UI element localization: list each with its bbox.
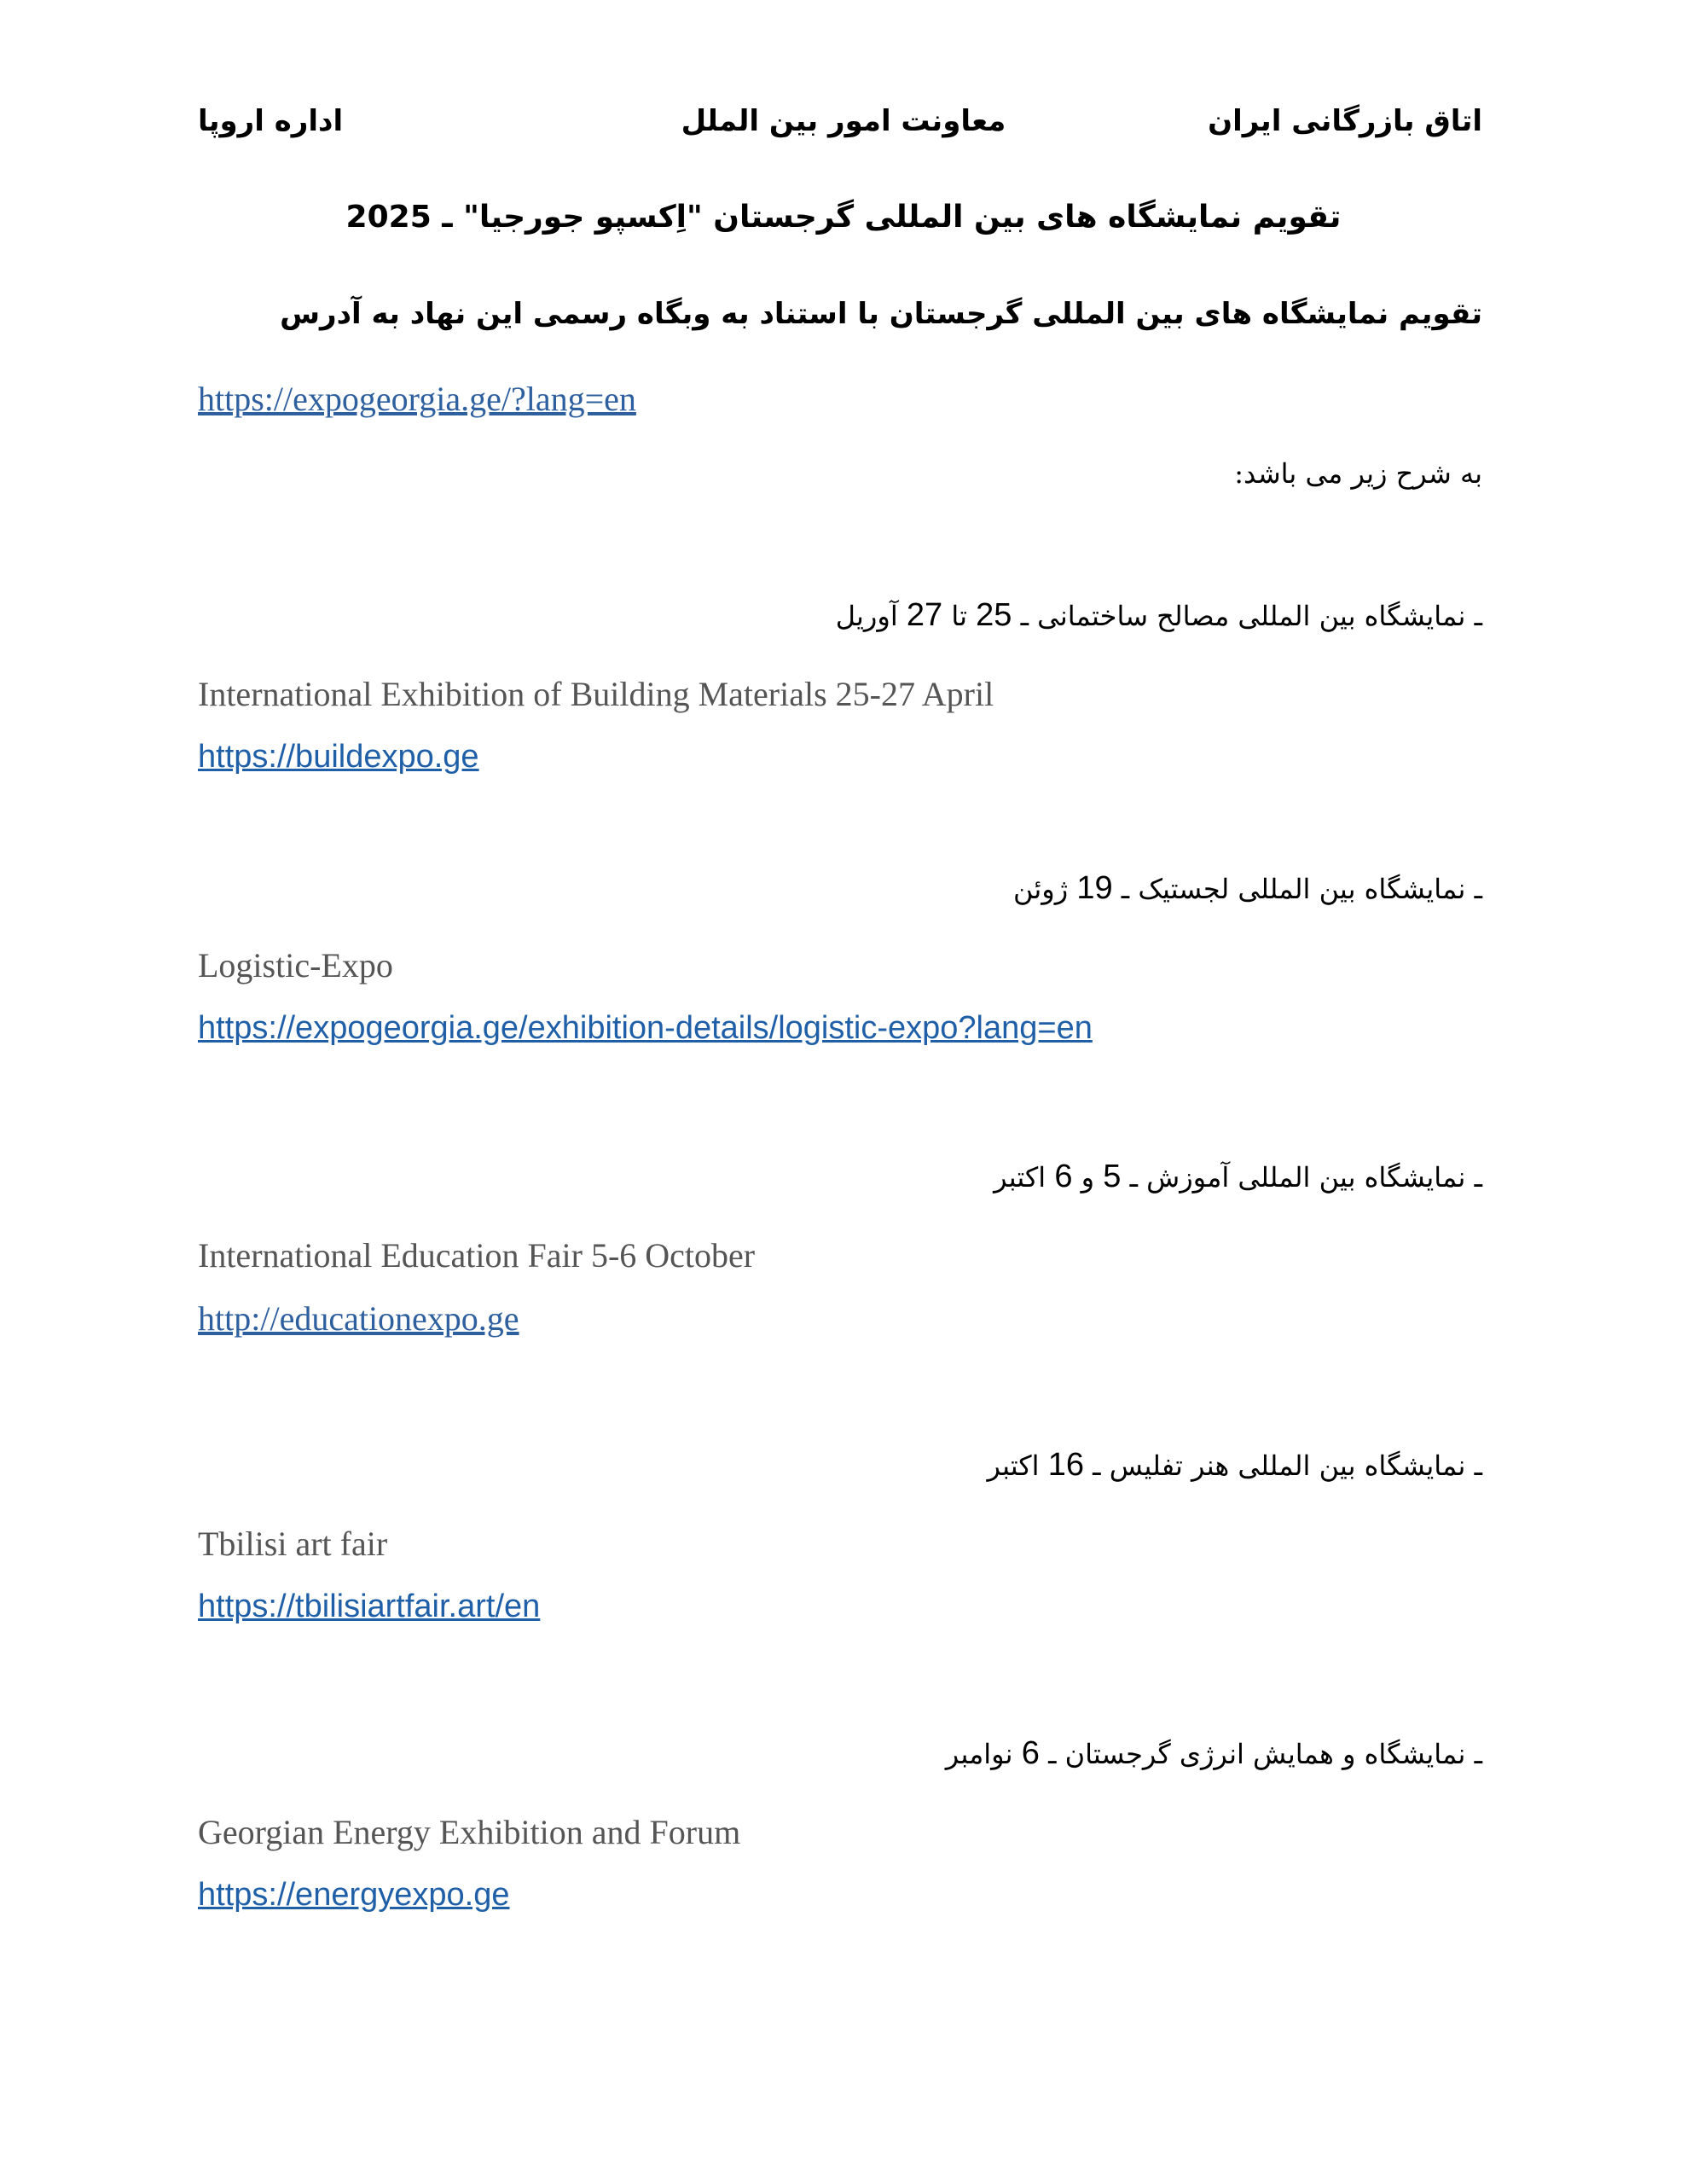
header-org-center: معاونت امور بین الملل <box>681 104 1006 138</box>
document-subtitle: تقویم نمایشگاه های بین المللی گرجستان با استناد به وبگاه رسمی این نهاد به آدرس <box>280 297 1482 331</box>
item-english-title: Georgian Energy Exhibition and Forum <box>198 1813 741 1851</box>
item-link[interactable]: https://energyexpo.ge <box>198 1877 510 1913</box>
item-persian-title: ـ نمایشگاه و همایش انرژی گرجستان ـ 6 نوامبر <box>945 1735 1482 1771</box>
header-org-left: اداره اروپا <box>198 104 344 138</box>
item-english-title: Logistic-Expo <box>198 946 393 985</box>
header-org-right: اتاق بازرگانی ایران <box>1208 104 1482 138</box>
item-link[interactable]: https://tbilisiartfair.art/en <box>198 1589 541 1624</box>
item-english-title: International Exhibition of Building Materials 25-27 April <box>198 675 994 713</box>
item-english-title: Tbilisi art fair <box>198 1525 388 1563</box>
item-english-title: International Education Fair 5-6 October <box>198 1236 756 1275</box>
item-link[interactable]: http://educationexpo.ge <box>198 1299 519 1338</box>
main-website-link[interactable]: https://expogeorgia.ge/?lang=en <box>198 380 636 418</box>
item-link[interactable]: https://expogeorgia.ge/exhibition-details/logistic-expo?lang=en <box>198 1010 1093 1046</box>
item-persian-title: ـ نمایشگاه بین المللی مصالح ساختمانی ـ 25 تا 27 آوریل <box>835 597 1482 633</box>
item-link[interactable]: https://buildexpo.ge <box>198 739 479 775</box>
document-title: تقویم نمایشگاه های بین المللی گرجستان "اِکسپو جورجیا" ـ 2025 <box>345 200 1342 235</box>
item-persian-title: ـ نمایشگاه بین المللی هنر تفلیس ـ 16 اکتبر <box>987 1447 1482 1483</box>
item-persian-title: ـ نمایشگاه بین المللی لجستیک ـ 19 ژوئن <box>1012 870 1482 906</box>
intro-text: به شرح زیر می باشد: <box>1234 457 1482 490</box>
item-persian-title: ـ نمایشگاه بین المللی آموزش ـ 5 و 6 اکتبر <box>994 1159 1482 1194</box>
